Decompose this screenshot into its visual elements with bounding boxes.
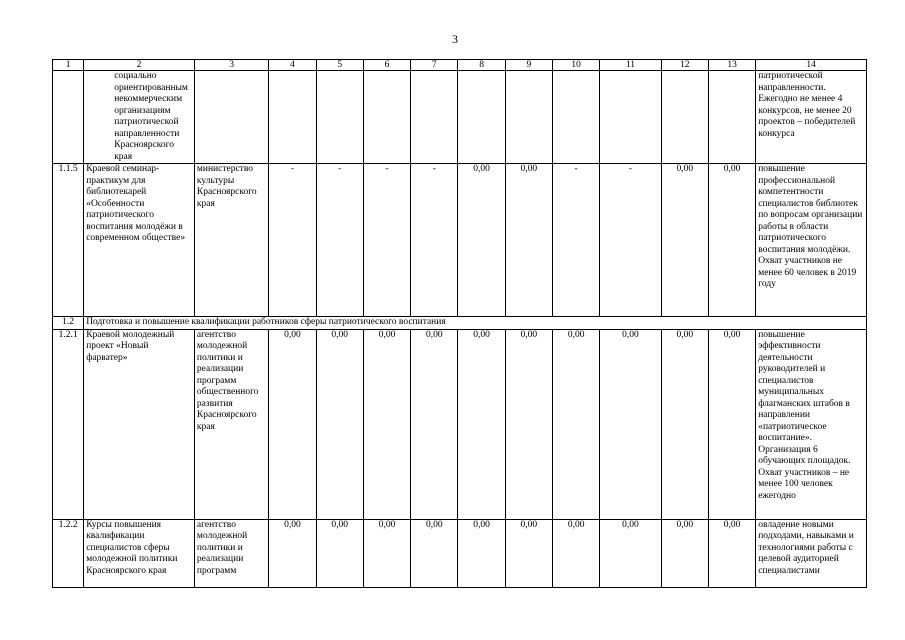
col-header: 5	[316, 60, 363, 71]
value-cell: 0,00	[553, 329, 600, 519]
value-cell: 0,00	[458, 519, 505, 587]
col-header: 9	[505, 60, 552, 71]
col-header: 14	[756, 60, 867, 71]
col-header: 1	[53, 60, 84, 71]
measure-name-cell: социально ориентированным некоммерческим организациям патриотической направленности Красноярского края	[84, 71, 195, 164]
measure-name-cell: Курсы повышения квалификации специалистов сферы молодежной политики Красноярского края	[84, 519, 195, 587]
header-row	[53, 60, 867, 71]
row-number: 1.2.1	[53, 329, 84, 519]
value-cell: 0,00	[661, 329, 708, 519]
value-cell: -	[553, 164, 600, 317]
value-cell: 0,00	[458, 164, 505, 317]
col-header: 11	[600, 60, 661, 71]
measure-name-cell: Краевой молодежный проект «Новый фарватер»	[84, 329, 195, 519]
program-table	[52, 59, 867, 588]
row-number: 1.2.2	[53, 519, 84, 587]
value-cell: 0,00	[316, 519, 363, 587]
value-cell: 0,00	[600, 519, 661, 587]
page-number: 3	[452, 32, 458, 46]
col-header: 7	[411, 60, 458, 71]
result-cell: патриотической направленности. Ежегодно не менее 4 конкурсов, не менее 20 проектов – победителей конкурса	[756, 71, 867, 164]
executor-cell: агентство молодежной политики и реализации программ общественного развития Красноярского края	[194, 329, 268, 519]
value-cell: 0,00	[411, 519, 458, 587]
result-cell: овладение новыми подходами, навыками и технологиями работы с целевой аудиторией специалистами	[756, 519, 867, 587]
value-cell: 0,00	[505, 164, 552, 317]
col-header: 12	[661, 60, 708, 71]
value-cell: 0,00	[708, 164, 755, 317]
value-cell: 0,00	[316, 329, 363, 519]
table-row-1-1-5	[53, 164, 867, 317]
section-title: Подготовка и повышение квалификации работников сферы патриотического воспитания	[84, 317, 867, 330]
table-row-1-2-1	[53, 329, 867, 519]
value-cell: 0,00	[661, 519, 708, 587]
result-cell: повышение эффективности деятельности руководителей и специалистов муниципальных флагманских штабов в направлении «патриотическое воспитание». Организация 6 обучающих площадок. Охват участников – не менее 100 человек ежегодно	[756, 329, 867, 519]
value-cell: 0,00	[505, 519, 552, 587]
value-cell: 0,00	[708, 519, 755, 587]
value-cell: 0,00	[661, 164, 708, 317]
value-cell: 0,00	[363, 329, 410, 519]
value-cell: 0,00	[458, 329, 505, 519]
value-cell: -	[600, 164, 661, 317]
value-cell: 0,00	[269, 519, 316, 587]
section-number: 1.2	[53, 317, 84, 330]
col-header: 2	[84, 60, 195, 71]
value-cell: 0,00	[505, 329, 552, 519]
value-cell: -	[269, 164, 316, 317]
measure-name-cell: Краевой семинар-практикум для библиотекарей «Особенности патриотического воспитания молодёжи в современном обществе»	[84, 164, 195, 317]
value-cell: -	[411, 164, 458, 317]
table-row-1-2-2	[53, 519, 867, 587]
value-cell: -	[363, 164, 410, 317]
value-cell: 0,00	[411, 329, 458, 519]
col-header: 13	[708, 60, 755, 71]
executor-cell: агентство молодежной политики и реализации программ	[194, 519, 268, 587]
section-row-1-2	[53, 317, 867, 330]
col-header: 10	[553, 60, 600, 71]
value-cell: 0,00	[363, 519, 410, 587]
col-header: 4	[269, 60, 316, 71]
value-cell: 0,00	[600, 329, 661, 519]
value-cell: -	[316, 164, 363, 317]
value-cell: 0,00	[269, 329, 316, 519]
result-cell: повышение профессиональной компетентности специалистов библиотек по вопросам организации работы в области патриотического воспитания молодёжи. Охват участников не менее 60 человек в 2019 году	[756, 164, 867, 317]
col-header: 3	[194, 60, 268, 71]
value-cell: 0,00	[553, 519, 600, 587]
col-header: 6	[363, 60, 410, 71]
table-row-continuation	[53, 71, 867, 164]
col-header: 8	[458, 60, 505, 71]
executor-cell: министерство культуры Красноярского края	[194, 164, 268, 317]
value-cell: 0,00	[708, 329, 755, 519]
row-number: 1.1.5	[53, 164, 84, 317]
